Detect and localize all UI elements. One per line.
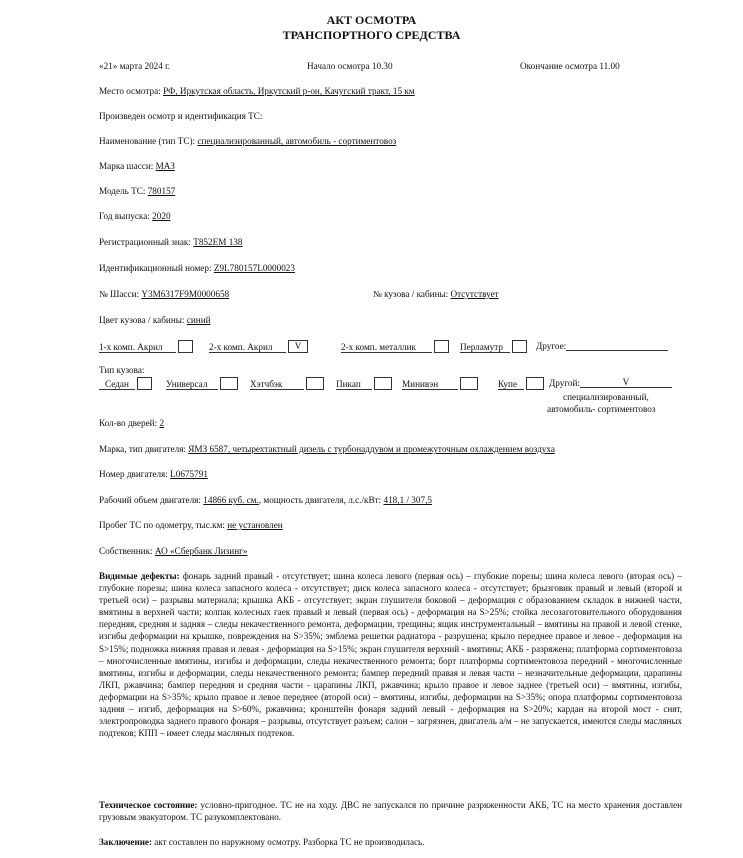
mileage-row xyxy=(99,520,283,530)
year-value: 2020 xyxy=(152,211,171,221)
start-time: Начало осмотра 10.30 xyxy=(307,61,393,71)
body-no-label: № кузова / кабины: xyxy=(373,289,451,299)
color-label: Цвет кузова / кабины: xyxy=(99,315,187,325)
body-wagon-checkbox[interactable] xyxy=(220,377,238,390)
conclusion-label: Заключение: xyxy=(99,837,152,847)
volume-value: 14866 куб. см. xyxy=(203,495,259,505)
year-label: Год выпуска: xyxy=(99,211,153,221)
body-other-mark[interactable]: V xyxy=(580,377,672,388)
reg-label: Регистрационный знак: xyxy=(99,237,194,247)
doc-title-line1: АКТ ОСМОТРА xyxy=(326,13,417,27)
defects-text: фонарь задний правый - отсутствует; шина колеса левого (первая ось) – глубокие порезы; шина колеса левого (вторая ось) – глубокие порезы; шина колеса запасного колеса - отсутствует; диск колеса запасного колеса - отсутствует; брызговик правый и левый (второй и третьей оси) – разрывы материала; крышка АКБ - отсутствует; экран глушителя боковой – деформация с образованием складок в нижней части, вмятины в верхней части; колпак колесных гаек правый и левый (первая ось) - деформация на S>25%; стойка лесозаготовительного оборудования передняя, средняя и задняя – следы некачественного ремонта, деформации, трещины; ящик инструментальный – вмятины на правой и левой стенке, изгибы деформации на крышке, повреждения на S>35%; эмблема решетки радиатора - разрушена; крыло переднее правое и левое - деформация на S>15%; подножка нижняя правая и левая - деформация на S>15%; экран глушителя верхний - вмятины; АКБ - разряжена; платформа сортиментовоза – многочисленные вмятины, изгибы и деформации, следы некачественного ремонта; борт платформы сортиментовоза передний - многочисленные вмятины, изгибы и деформации, следы некачественного ремонта; бампер передний правая и левая части – незначительные деформации, царапины ЛКП, ржавчина; бампер передняя и средняя части - царапины ЛКП, ржавчина; крыло правое и левое заднее (третьей оси) – вмятины, изгибы, деформации на S>35%; крыло правое и левое переднее (второй оси) – вмятины, изгибы, деформации на S>35%; опора платформы сортиментовоза задняя – изгиб, деформация на S>60%, ржавчина; кронштейн фонаря задний левый - деформация на S>20%; кардан на второй мост - снят, электропроводка заднего правого фонаря – разрывы, отсутствует разъем; салон – загрязнен, двигатель а/м – не запускается, имеются следы масляных подтеков; КПП – имеет следы масляных подтеков. xyxy=(99,571,683,739)
end-time: Окончание осмотра 11.00 xyxy=(520,61,620,71)
engine-no-label: Номер двигателя: xyxy=(99,469,171,479)
paint-opt3-checkbox[interactable] xyxy=(434,340,449,353)
paint-opt4: Перламутр xyxy=(460,340,527,353)
volume-row xyxy=(99,495,432,505)
body-minivan: Минивэн xyxy=(402,377,478,390)
body-sedan: Седан xyxy=(99,377,152,390)
paint-opt2: 2-х комп. Акрил V xyxy=(209,340,308,353)
power-label: , мощность двигателя, л.с./кВт: xyxy=(258,495,384,505)
year-row xyxy=(99,211,171,221)
engine-label: Марка, тип двигателя: xyxy=(99,444,189,454)
brand-label: Марка шасси: xyxy=(99,161,156,171)
model-row xyxy=(99,186,175,196)
vin-row xyxy=(99,263,295,273)
engine-row xyxy=(99,444,555,454)
body-other-note2: автомобиль- сортиментовоз xyxy=(547,404,656,414)
place-value: РФ, Иркутская область, Иркутский р-он, Качугский тракт, 15 км xyxy=(163,86,415,96)
body-wagon: Универсал xyxy=(166,377,238,390)
owner-value: АО «Сбербанк Лизинг» xyxy=(154,546,248,556)
place-label: Место осмотра: xyxy=(99,86,164,96)
body-type-label: Тип кузова: xyxy=(99,365,145,375)
engine-no-value: L0675791 xyxy=(170,469,208,479)
mileage-value: не установлен xyxy=(227,520,283,530)
conclusion-text: акт составлен по наружному осмотру. Разборка ТС не производилась. xyxy=(152,837,425,847)
body-hatch-checkbox[interactable] xyxy=(306,377,324,390)
model-value: 780157 xyxy=(147,186,176,196)
body-hatch: Хэтчбэк xyxy=(250,377,324,390)
inspection-date: «21» марта 2024 г. xyxy=(99,61,171,71)
brand-row xyxy=(99,161,175,171)
reg-value: Т852ЕМ 138 xyxy=(193,237,243,247)
type-value: специализированный, автомобиль - сортиментовоз xyxy=(197,136,397,146)
body-no-value: Отсутствует xyxy=(450,289,499,299)
color-row xyxy=(99,315,211,325)
paint-opt1-checkbox[interactable] xyxy=(178,340,193,353)
place-row xyxy=(99,86,415,96)
paint-opt5: Другое: xyxy=(536,340,668,351)
body-pickup: Пикап xyxy=(336,377,392,390)
body-minivan-checkbox[interactable] xyxy=(460,377,478,390)
tech-text: условно-пригодное. ТС не на ходу. ДВС не запускался по причине разряженности АКБ, ТС на место хранения доставлен грузовым эвакуатором. ТС разукомплектовано. xyxy=(99,800,682,823)
tech-paragraph xyxy=(99,799,682,823)
engine-no-row xyxy=(99,469,208,479)
volume-label: Рабочий объем двигателя: xyxy=(99,495,204,505)
model-label: Модель ТС: xyxy=(99,186,148,196)
chassis-label: № Шасси: xyxy=(99,289,142,299)
body-sedan-checkbox[interactable] xyxy=(137,377,152,390)
body-coupe-checkbox[interactable] xyxy=(526,377,544,390)
body-pickup-checkbox[interactable] xyxy=(374,377,392,390)
body-other-note1: специализированный, xyxy=(563,392,649,402)
doors-label: Кол-во дверей: xyxy=(99,418,160,428)
vin-label: Идентификационный номер: xyxy=(99,263,214,273)
engine-value: ЯМЗ 6587, четырехтактный дизель с турбонаддувом и промежуточным охлаждением воздуха xyxy=(188,444,555,454)
conclusion-paragraph xyxy=(99,836,682,848)
type-row xyxy=(99,136,396,146)
paint-opt1: 1-х комп. Акрил xyxy=(99,340,193,353)
defects-paragraph xyxy=(99,570,682,739)
vin-value: Z9L780157L0000023 xyxy=(213,263,295,273)
reg-row xyxy=(99,237,242,247)
doc-title-line2: ТРАНСПОРТНОГО СРЕДСТВА xyxy=(282,28,461,42)
doors-row xyxy=(99,418,164,428)
paint-other-field[interactable] xyxy=(566,340,668,351)
power-value: 418,1 / 307,5 xyxy=(383,495,432,505)
paint-opt3: 2-х комп. металлик xyxy=(341,340,449,353)
owner-label: Собственник: xyxy=(99,546,155,556)
tech-label: Техническое состояние: xyxy=(99,800,198,810)
type-label: Наименование (тип ТС): xyxy=(99,136,198,146)
body-coupe: Купе xyxy=(498,377,544,390)
paint-opt4-checkbox[interactable] xyxy=(512,340,527,353)
mileage-label: Пробег ТС по одометру, тыс.км: xyxy=(99,520,228,530)
body-no-row xyxy=(373,289,499,299)
brand-value: МАЗ xyxy=(155,161,175,171)
doors-value: 2 xyxy=(159,418,165,428)
identification-text: Произведен осмотр и идентификация ТС: xyxy=(99,111,263,121)
paint-opt2-checkbox[interactable]: V xyxy=(288,340,308,353)
defects-label: Видимые дефекты: xyxy=(99,571,180,581)
chassis-value: Y3M6317F9M0000658 xyxy=(141,289,230,299)
color-value: синий xyxy=(186,315,211,325)
body-other: Другой: V xyxy=(549,377,672,388)
owner-row xyxy=(99,546,248,556)
chassis-row xyxy=(99,289,229,299)
